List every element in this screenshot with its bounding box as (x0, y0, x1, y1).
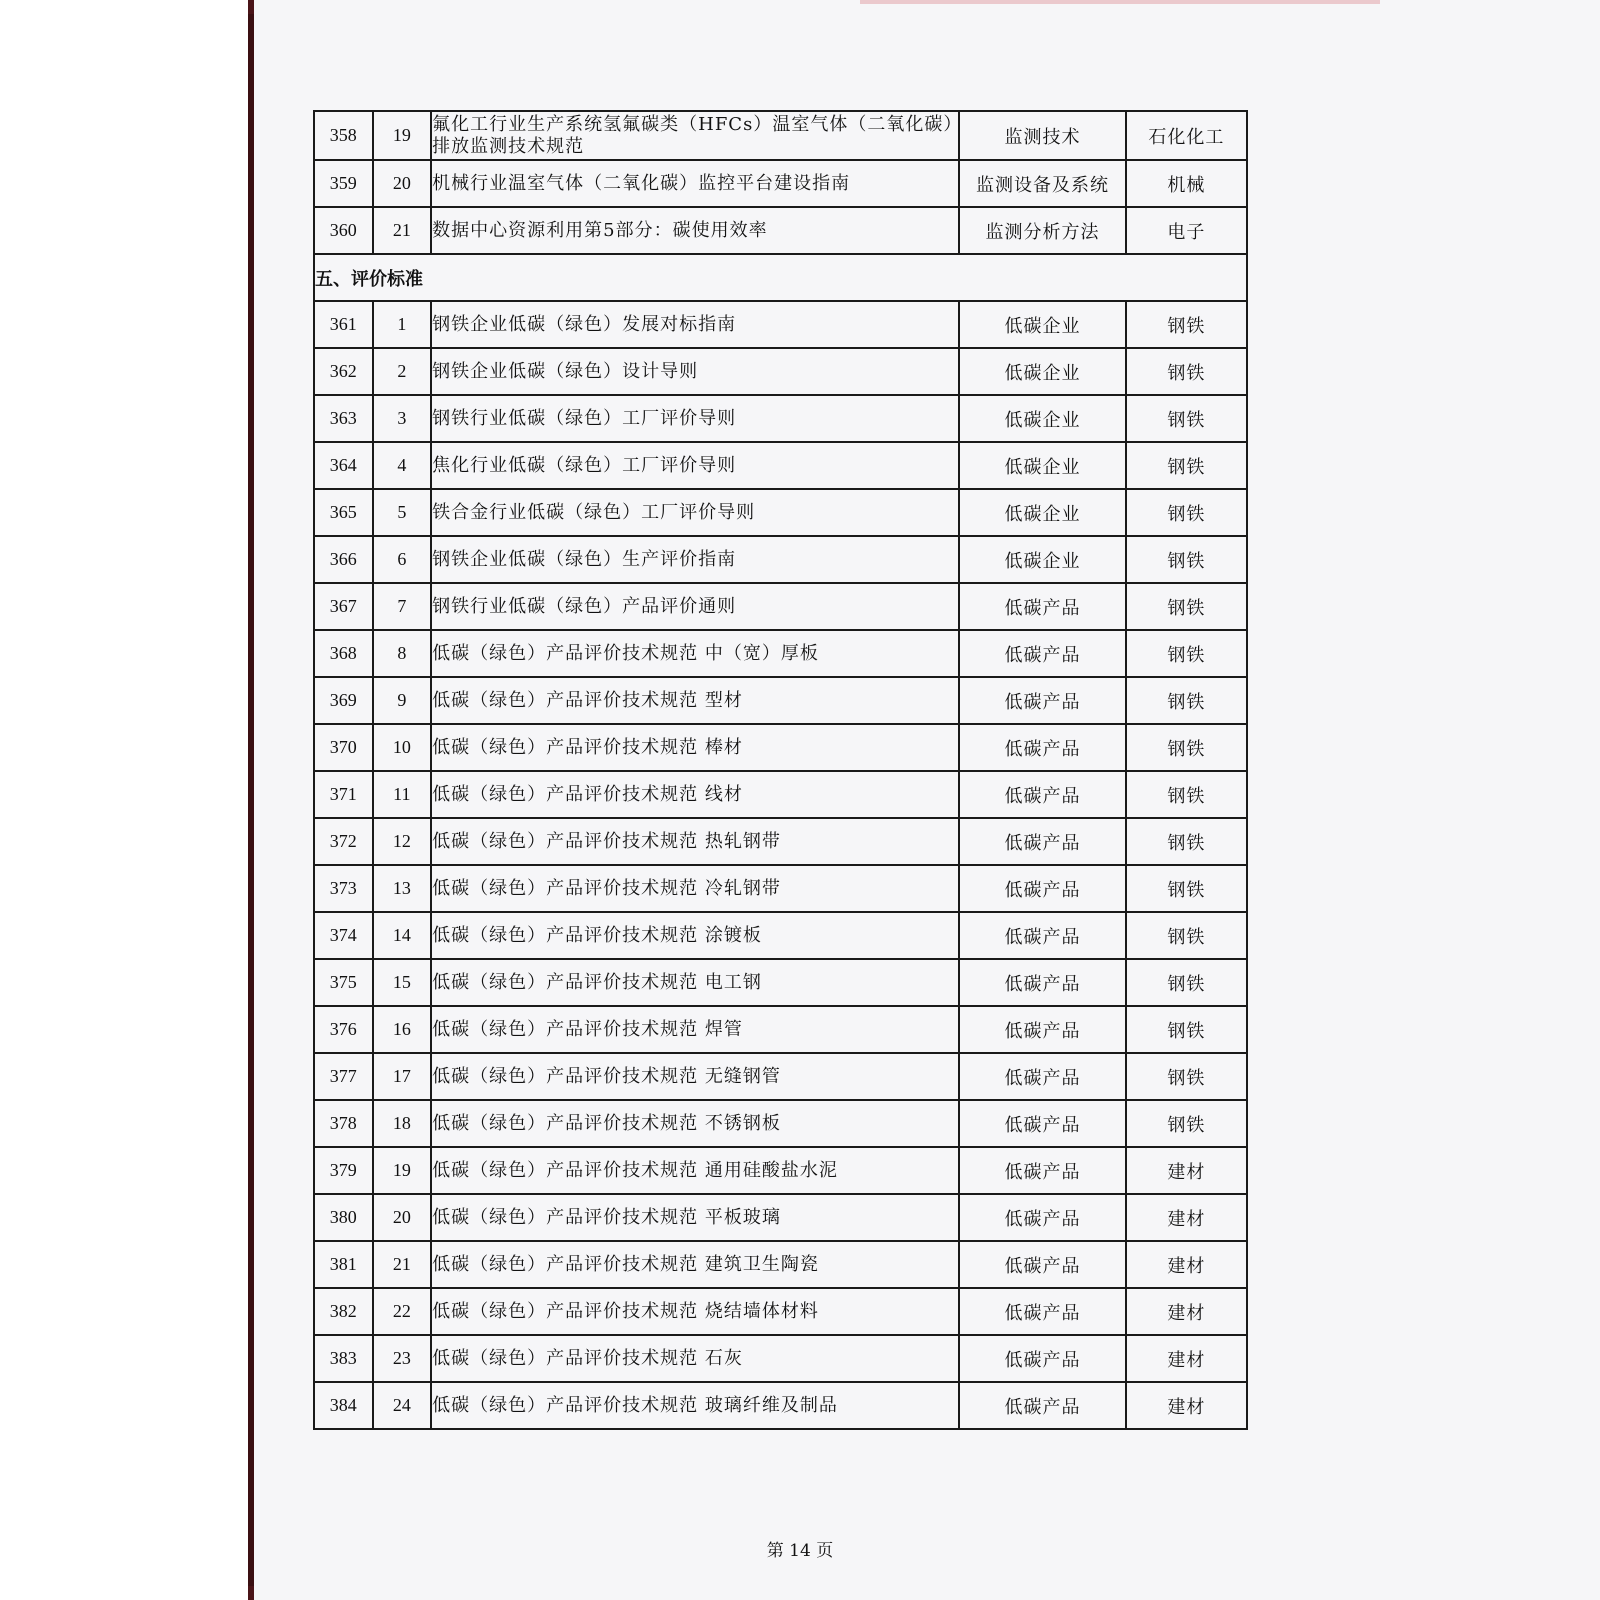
standard-name-cell: 钢铁企业低碳（绿色）生产评价指南 (431, 536, 959, 583)
industry-cell: 钢铁 (1126, 677, 1247, 724)
standards-table-body (314, 111, 1247, 1429)
table-row (314, 1241, 1247, 1288)
table-row (314, 677, 1247, 724)
industry-cell: 钢铁 (1126, 724, 1247, 771)
category-cell: 低碳产品 (959, 1006, 1126, 1053)
category-cell: 低碳企业 (959, 442, 1126, 489)
category-cell: 低碳企业 (959, 395, 1126, 442)
industry-cell: 建材 (1126, 1335, 1247, 1382)
sub-number-cell: 19 (373, 1147, 432, 1194)
category-cell: 低碳企业 (959, 348, 1126, 395)
standard-name-cell: 铁合金行业低碳（绿色）工厂评价导则 (431, 489, 959, 536)
industry-cell: 钢铁 (1126, 818, 1247, 865)
seq-number-cell: 369 (314, 677, 373, 724)
industry-cell: 钢铁 (1126, 489, 1247, 536)
sub-number-cell: 11 (373, 771, 432, 818)
seq-number-cell: 375 (314, 959, 373, 1006)
category-cell: 监测设备及系统 (959, 160, 1126, 207)
industry-cell: 钢铁 (1126, 630, 1247, 677)
sub-number-cell: 2 (373, 348, 432, 395)
category-cell: 监测分析方法 (959, 207, 1126, 254)
table-row (314, 912, 1247, 959)
standard-name-cell: 钢铁企业低碳（绿色）设计导则 (431, 348, 959, 395)
seq-number-cell: 364 (314, 442, 373, 489)
industry-cell: 钢铁 (1126, 348, 1247, 395)
category-cell: 低碳产品 (959, 771, 1126, 818)
seq-number-cell: 366 (314, 536, 373, 583)
seq-number-cell: 360 (314, 207, 373, 254)
table-row (314, 536, 1247, 583)
category-cell: 低碳产品 (959, 1053, 1126, 1100)
sub-number-cell: 5 (373, 489, 432, 536)
standard-name-cell: 钢铁行业低碳（绿色）工厂评价导则 (431, 395, 959, 442)
category-cell: 低碳企业 (959, 301, 1126, 348)
industry-cell: 建材 (1126, 1147, 1247, 1194)
standard-name-cell: 低碳（绿色）产品评价技术规范 型材 (431, 677, 959, 724)
industry-cell: 钢铁 (1126, 442, 1247, 489)
table-row (314, 959, 1247, 1006)
sub-number-cell: 4 (373, 442, 432, 489)
category-cell: 低碳产品 (959, 1194, 1126, 1241)
standard-name-cell: 低碳（绿色）产品评价技术规范 建筑卫生陶瓷 (431, 1241, 959, 1288)
seq-number-cell: 380 (314, 1194, 373, 1241)
category-cell: 监测技术 (959, 111, 1126, 160)
standard-name-cell: 低碳（绿色）产品评价技术规范 通用硅酸盐水泥 (431, 1147, 959, 1194)
standard-name-cell: 低碳（绿色）产品评价技术规范 冷轧钢带 (431, 865, 959, 912)
sub-number-cell: 6 (373, 536, 432, 583)
table-row (314, 1382, 1247, 1429)
category-cell: 低碳产品 (959, 583, 1126, 630)
page-number: 第 14 页 (766, 1541, 834, 1561)
industry-cell: 机械 (1126, 160, 1247, 207)
category-cell: 低碳产品 (959, 959, 1126, 1006)
industry-cell: 钢铁 (1126, 1006, 1247, 1053)
sub-number-cell: 9 (373, 677, 432, 724)
seq-number-cell: 358 (314, 111, 373, 160)
category-cell: 低碳产品 (959, 1241, 1126, 1288)
table-row (314, 583, 1247, 630)
industry-cell: 石化化工 (1126, 111, 1247, 160)
standard-name-cell: 低碳（绿色）产品评价技术规范 焊管 (431, 1006, 959, 1053)
standard-name-cell: 低碳（绿色）产品评价技术规范 无缝钢管 (431, 1053, 959, 1100)
seq-number-cell: 359 (314, 160, 373, 207)
sub-number-cell: 12 (373, 818, 432, 865)
sub-number-cell: 1 (373, 301, 432, 348)
seq-number-cell: 371 (314, 771, 373, 818)
seq-number-cell: 381 (314, 1241, 373, 1288)
table-row (314, 442, 1247, 489)
table-row (314, 111, 1247, 160)
sub-number-cell: 21 (373, 207, 432, 254)
sub-number-cell: 19 (373, 111, 432, 160)
standard-name-cell: 低碳（绿色）产品评价技术规范 线材 (431, 771, 959, 818)
seq-number-cell: 384 (314, 1382, 373, 1429)
table-row (314, 724, 1247, 771)
page-top-tint (860, 0, 1380, 4)
category-cell: 低碳产品 (959, 1100, 1126, 1147)
standard-name-cell: 低碳（绿色）产品评价技术规范 玻璃纤维及制品 (431, 1382, 959, 1429)
sub-number-cell: 14 (373, 912, 432, 959)
industry-cell: 建材 (1126, 1241, 1247, 1288)
industry-cell: 钢铁 (1126, 865, 1247, 912)
standard-name-cell: 低碳（绿色）产品评价技术规范 棒材 (431, 724, 959, 771)
seq-number-cell: 361 (314, 301, 373, 348)
table-row (314, 301, 1247, 348)
seq-number-cell: 367 (314, 583, 373, 630)
sub-number-cell: 20 (373, 1194, 432, 1241)
category-cell: 低碳产品 (959, 1147, 1126, 1194)
industry-cell: 建材 (1126, 1288, 1247, 1335)
table-row (314, 1288, 1247, 1335)
sub-number-cell: 22 (373, 1288, 432, 1335)
standard-name-cell: 钢铁行业低碳（绿色）产品评价通则 (431, 583, 959, 630)
category-cell: 低碳产品 (959, 1382, 1126, 1429)
industry-cell: 建材 (1126, 1382, 1247, 1429)
category-cell: 低碳产品 (959, 724, 1126, 771)
section-title: 五、评价标准 (314, 254, 1247, 301)
standard-name-cell: 机械行业温室气体（二氧化碳）监控平台建设指南 (431, 160, 959, 207)
standard-name-cell: 数据中心资源利用第5部分：碳使用效率 (431, 207, 959, 254)
table-row (314, 1194, 1247, 1241)
table-row (314, 1335, 1247, 1382)
industry-cell: 钢铁 (1126, 395, 1247, 442)
standard-name-cell: 低碳（绿色）产品评价技术规范 中（宽）厚板 (431, 630, 959, 677)
seq-number-cell: 374 (314, 912, 373, 959)
seq-number-cell: 363 (314, 395, 373, 442)
table-row (314, 1147, 1247, 1194)
standard-name-cell: 焦化行业低碳（绿色）工厂评价导则 (431, 442, 959, 489)
seq-number-cell: 365 (314, 489, 373, 536)
table-row (314, 1053, 1247, 1100)
sub-number-cell: 10 (373, 724, 432, 771)
seq-number-cell: 376 (314, 1006, 373, 1053)
seq-number-cell: 383 (314, 1335, 373, 1382)
category-cell: 低碳产品 (959, 630, 1126, 677)
category-cell: 低碳企业 (959, 489, 1126, 536)
industry-cell: 钢铁 (1126, 301, 1247, 348)
table-row (314, 771, 1247, 818)
industry-cell: 钢铁 (1126, 1053, 1247, 1100)
category-cell: 低碳产品 (959, 677, 1126, 724)
seq-number-cell: 372 (314, 818, 373, 865)
sub-number-cell: 3 (373, 395, 432, 442)
table-row (314, 160, 1247, 207)
industry-cell: 建材 (1126, 1194, 1247, 1241)
seq-number-cell: 373 (314, 865, 373, 912)
standard-name-cell: 低碳（绿色）产品评价技术规范 涂镀板 (431, 912, 959, 959)
category-cell: 低碳产品 (959, 912, 1126, 959)
standard-name-cell: 低碳（绿色）产品评价技术规范 平板玻璃 (431, 1194, 959, 1241)
sub-number-cell: 16 (373, 1006, 432, 1053)
standard-name-cell: 低碳（绿色）产品评价技术规范 电工钢 (431, 959, 959, 1006)
sub-number-cell: 13 (373, 865, 432, 912)
seq-number-cell: 362 (314, 348, 373, 395)
sub-number-cell: 17 (373, 1053, 432, 1100)
sub-number-cell: 20 (373, 160, 432, 207)
industry-cell: 电子 (1126, 207, 1247, 254)
seq-number-cell: 368 (314, 630, 373, 677)
standard-name-cell: 低碳（绿色）产品评价技术规范 石灰 (431, 1335, 959, 1382)
table-row (314, 348, 1247, 395)
seq-number-cell: 382 (314, 1288, 373, 1335)
industry-cell: 钢铁 (1126, 536, 1247, 583)
seq-number-cell: 377 (314, 1053, 373, 1100)
standards-table (313, 110, 1248, 1430)
category-cell: 低碳产品 (959, 865, 1126, 912)
table-row (314, 630, 1247, 677)
industry-cell: 钢铁 (1126, 912, 1247, 959)
table-row (314, 818, 1247, 865)
sub-number-cell: 8 (373, 630, 432, 677)
sub-number-cell: 15 (373, 959, 432, 1006)
standard-name-cell: 钢铁企业低碳（绿色）发展对标指南 (431, 301, 959, 348)
category-cell: 低碳产品 (959, 1335, 1126, 1382)
industry-cell: 钢铁 (1126, 771, 1247, 818)
seq-number-cell: 378 (314, 1100, 373, 1147)
table-row (314, 1100, 1247, 1147)
industry-cell: 钢铁 (1126, 1100, 1247, 1147)
sub-number-cell: 21 (373, 1241, 432, 1288)
industry-cell: 钢铁 (1126, 583, 1247, 630)
section-header-row (314, 254, 1247, 301)
standard-name-cell: 氟化工行业生产系统氢氟碳类（HFCs）温室气体（二氧化碳）排放监测技术规范 (431, 111, 959, 160)
standard-name-cell: 低碳（绿色）产品评价技术规范 不锈钢板 (431, 1100, 959, 1147)
table-row (314, 865, 1247, 912)
seq-number-cell: 370 (314, 724, 373, 771)
category-cell: 低碳产品 (959, 1288, 1126, 1335)
category-cell: 低碳企业 (959, 536, 1126, 583)
sub-number-cell: 7 (373, 583, 432, 630)
sub-number-cell: 18 (373, 1100, 432, 1147)
table-row (314, 395, 1247, 442)
table-row (314, 1006, 1247, 1053)
standard-name-cell: 低碳（绿色）产品评价技术规范 热轧钢带 (431, 818, 959, 865)
category-cell: 低碳产品 (959, 818, 1126, 865)
background-surface (0, 0, 250, 1600)
sub-number-cell: 23 (373, 1335, 432, 1382)
table-row (314, 207, 1247, 254)
table-row (314, 489, 1247, 536)
sub-number-cell: 24 (373, 1382, 432, 1429)
standard-name-cell: 低碳（绿色）产品评价技术规范 烧结墙体材料 (431, 1288, 959, 1335)
seq-number-cell: 379 (314, 1147, 373, 1194)
industry-cell: 钢铁 (1126, 959, 1247, 1006)
